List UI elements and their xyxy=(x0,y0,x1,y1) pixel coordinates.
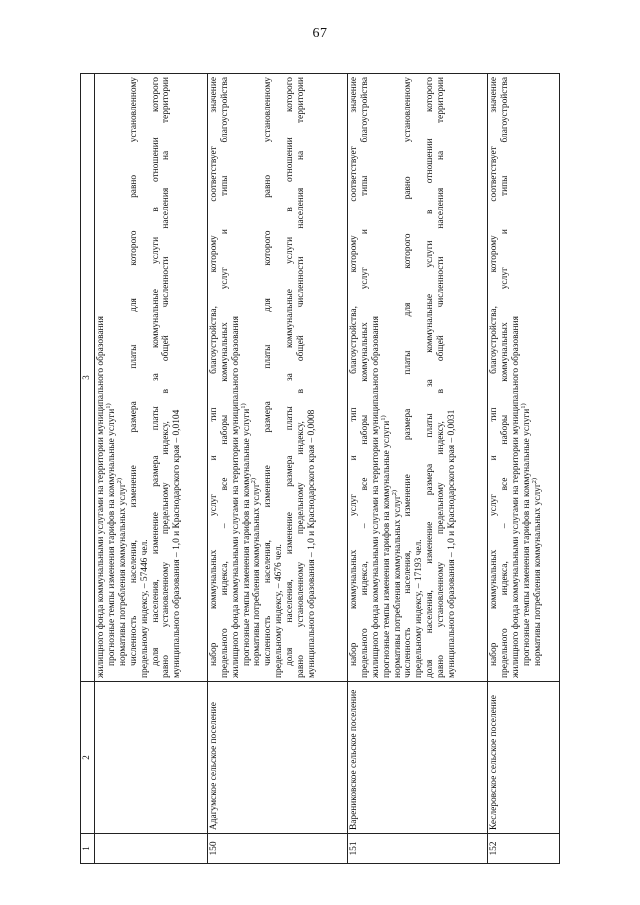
rotated-table-wrapper xyxy=(80,74,560,864)
detail-line xyxy=(307,77,318,678)
row-number: 152 xyxy=(488,834,560,864)
detail-line xyxy=(104,77,118,678)
detail-line-text: предельному индексу, – 4676 чел. xyxy=(274,544,285,678)
detail-line xyxy=(414,77,425,678)
detail-line xyxy=(390,77,404,678)
row-number xyxy=(95,834,208,864)
rotated-table-frame xyxy=(80,74,560,864)
row-number: 151 xyxy=(347,834,487,864)
detail-line xyxy=(447,77,458,678)
footnote-marker: 2) xyxy=(390,489,398,496)
detail-line xyxy=(96,77,107,678)
table-row xyxy=(347,74,487,864)
detail-line-text: прогнозные темпы изменения тарифов на коммунальные услуги xyxy=(106,408,117,666)
detail-line xyxy=(129,77,140,678)
detail-line xyxy=(151,77,162,678)
detail-line xyxy=(360,77,371,678)
detail-line-text: предельного индекса, – все наборы коммунальных услуг и типы благоустройства xyxy=(499,77,510,678)
footnote-marker: 1) xyxy=(104,403,112,409)
detail-line-text: доля населения, изменение размера платы за коммунальные услуги в отношении которого xyxy=(285,77,296,666)
detail-line xyxy=(140,77,151,678)
detail-line-text: муниципального образования – 1,0 и Краснодарского края – 0,0008 xyxy=(306,409,317,678)
detail-line-text: жилищного фонда коммунальными услугами на территории муниципального образования xyxy=(230,316,241,678)
detail-line-text: равно установленному предельному индексу, в общей численности населения на территории xyxy=(161,77,172,678)
details-cell xyxy=(95,74,208,682)
detail-line-text: предельному индексу, – 17193 чел. xyxy=(414,539,425,678)
detail-line-text: предельному индексу, – 57446 чел. xyxy=(139,539,150,678)
detail-line xyxy=(519,77,533,678)
detail-line-text: жилищного фонда коммунальными услугами на территории муниципального образования xyxy=(370,316,381,678)
detail-line-text: прогнозные темпы изменения тарифов на коммунальные услуги xyxy=(521,408,532,666)
municipality-name: Кеслеровское сельское поселение xyxy=(488,682,560,834)
table-header-row xyxy=(81,74,95,864)
detail-line xyxy=(274,77,285,678)
detail-line-text: нормативы потребления коммунальных услуг xyxy=(392,495,403,678)
detail-line-text: набор коммунальных услуг и тип благоустройства, которому соответствует значение xyxy=(348,77,359,666)
footnote-marker: 1) xyxy=(519,403,527,409)
detail-line-text: равно установленному предельному индексу, в общей численности населения на территории xyxy=(296,77,307,678)
detail-line xyxy=(209,77,220,678)
municipality-name: Варениковское сельское поселение xyxy=(347,682,487,834)
detail-line-text: нормативы потребления коммунальных услуг xyxy=(117,483,128,666)
detail-line xyxy=(436,77,447,678)
detail-line-text: предельного индекса, – все наборы коммунальных услуг и типы благоустройства xyxy=(219,77,230,678)
detail-line-text: нормативы потребления коммунальных услуг xyxy=(532,483,543,666)
detail-line xyxy=(511,77,522,678)
table-row xyxy=(95,74,208,864)
detail-line-text: равно установленному предельному индексу, в общей численности населения на территории xyxy=(436,77,447,678)
detail-line-text: численность населения, изменение размера платы для которого равно установленному xyxy=(263,77,274,666)
footnote-marker: 1) xyxy=(239,403,247,409)
column-header-number: 1 xyxy=(81,834,95,864)
row-number: 150 xyxy=(207,834,347,864)
detail-line-text: набор коммунальных услуг и тип благоустройства, которому соответствует значение xyxy=(208,77,219,666)
detail-line-text: численность населения, изменение размера платы для которого равно установленному xyxy=(403,77,414,678)
detail-line-text: жилищного фонда коммунальными услугами на территории муниципального образования xyxy=(510,316,521,678)
detail-line-text: доля населения, изменение размера платы за коммунальные услуги в отношении которого xyxy=(150,77,161,666)
detail-line-text: предельного индекса, – все наборы коммунальных услуг и типы благоустройства xyxy=(359,77,370,678)
municipality-name: Адагумское сельское поселение xyxy=(207,682,347,834)
table-row xyxy=(207,74,347,864)
column-header-details: 3 xyxy=(81,74,95,682)
detail-line-text: численность населения, изменение размера платы для которого равно установленному xyxy=(128,77,139,666)
footnote-marker: 1) xyxy=(379,415,387,421)
detail-line xyxy=(220,77,231,678)
detail-line xyxy=(296,77,307,678)
detail-line xyxy=(349,77,360,678)
detail-line xyxy=(403,77,414,678)
detail-line-text: нормативы потребления коммунальных услуг xyxy=(252,483,263,666)
detail-line-text: муниципального образования – 1,0 и Краснодарского края – 0,0031 xyxy=(447,409,458,678)
detail-line xyxy=(371,77,382,678)
detail-line xyxy=(231,77,242,678)
page-number: 67 xyxy=(312,26,328,41)
detail-line-text: прогнозные темпы изменения тарифов на коммунальные услуги xyxy=(381,420,392,678)
detail-line-text: прогнозные темпы изменения тарифов на коммунальные услуги xyxy=(241,408,252,666)
detail-line xyxy=(115,77,129,678)
table-row xyxy=(488,74,560,864)
detail-line xyxy=(285,77,296,678)
municipality-name xyxy=(95,682,208,834)
details-cell xyxy=(207,74,347,682)
column-header-municipality: 2 xyxy=(81,682,95,834)
details-cell xyxy=(347,74,487,682)
detail-line xyxy=(172,77,183,678)
footnote-marker: 2) xyxy=(250,477,258,484)
detail-line xyxy=(425,77,436,678)
detail-line-text: жилищного фонда коммунальными услугами на территории муниципального образования xyxy=(96,316,106,678)
details-cell xyxy=(488,74,560,682)
detail-line-text: муниципального образования – 1,0 и Краснодарского края – 0,0104 xyxy=(172,409,183,678)
detail-line xyxy=(263,77,274,678)
detail-line-text: доля населения, изменение размера платы за коммунальные услуги в отношении которого xyxy=(425,77,436,678)
detail-line xyxy=(530,77,544,678)
detail-line xyxy=(239,77,253,678)
detail-line xyxy=(252,77,263,678)
detail-line xyxy=(161,77,172,678)
footnote-marker: 2) xyxy=(530,477,538,484)
detail-line xyxy=(379,77,393,678)
detail-line xyxy=(500,77,511,678)
detail-line xyxy=(489,77,500,678)
table-body xyxy=(95,74,560,864)
footnote-marker: 2) xyxy=(115,477,123,484)
detail-line-text: набор коммунальных услуг и тип благоустройства, которому соответствует значение xyxy=(489,77,500,666)
indices-table xyxy=(80,73,560,864)
